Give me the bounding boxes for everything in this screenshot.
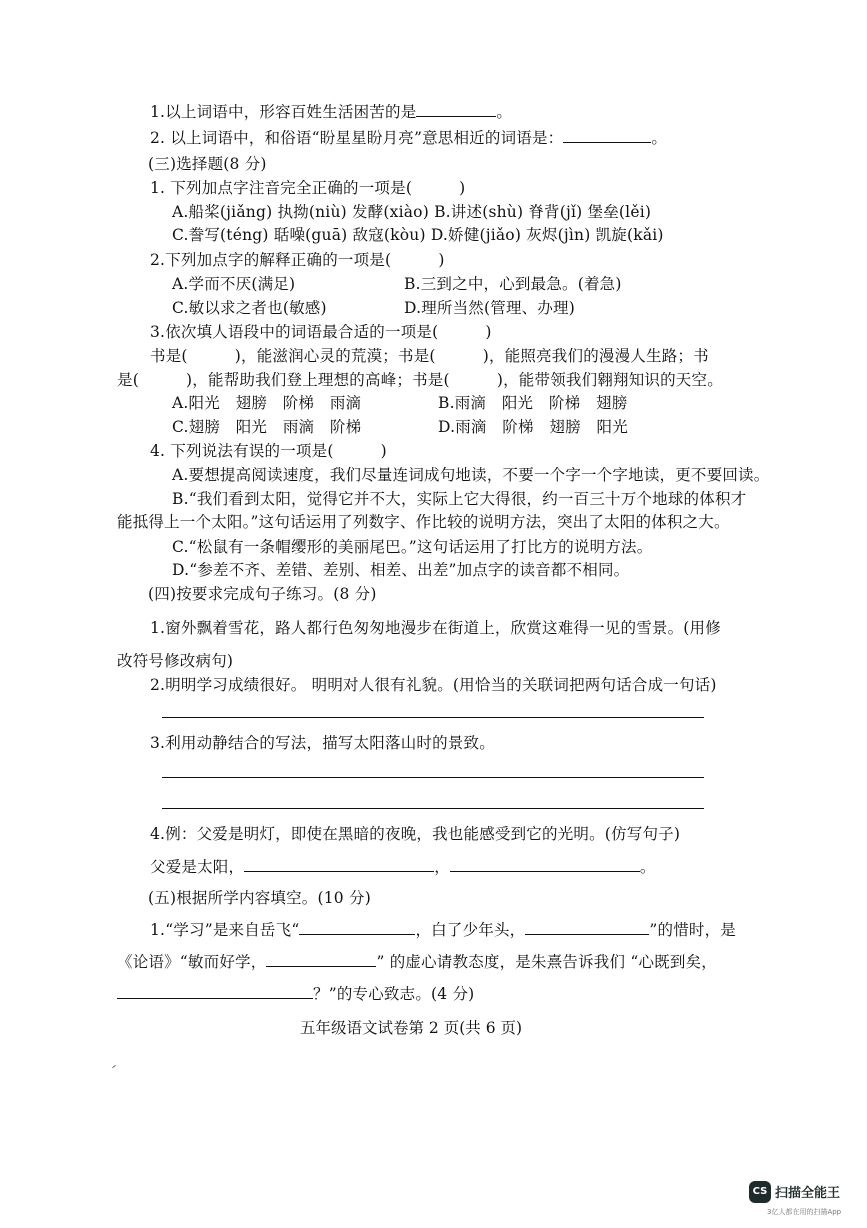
fill-text: ”的惜时，是 [649,921,736,939]
choice-q1-options-cd: C.誊写(téng) 聒噪(guā) 敌寇(kòu) D.娇健(jiǎo) 灰烬(jìn) 凯旋(kǎi) [172,226,664,244]
fill-text: ？”的专心致志。(4 分) [313,985,475,1003]
section-three-heading: (三)选择题(8 分) [148,155,267,173]
answer-blank[interactable] [525,920,649,935]
choice-q4-option-c: C.“松鼠有一条帽缨形的美丽尾巴。”这句话运用了打比方的说明方法。 [172,538,653,556]
camscanner-logo-icon: CS [749,1181,771,1203]
scanner-watermark [749,1181,859,1221]
answer-end: 。 [639,858,656,876]
answer-blank[interactable] [450,857,640,872]
choice-q3-passage-1: 书是( )，能滋润心灵的荒漠；书是( )，能照亮我们的漫漫人生路；书 [150,347,709,365]
fill-text: 《论语》“敏而好学， [117,953,267,971]
choice-q3-option-d: D.雨滴 阶梯 翅膀 阳光 [438,418,628,436]
question-text: 2. 以上词语中，和俗语“盼星星盼月亮”意思相近的词语是： [150,129,564,147]
choice-q2-option-b: B.三到之中，心到最急。(着急) [404,275,622,293]
fill-text: 1.“学习”是来自岳飞“ [150,921,300,939]
answer-blank[interactable] [244,857,434,872]
sentence-q2: 2.明明学习成绩很好。 明明对人很有礼貌。(用恰当的关联词把两句话合成一句话) [150,676,717,694]
choice-q2-option-c: C.敏以求之者也(敏感) [172,299,327,317]
question-vocab-2 [150,128,667,148]
sentence-q4-answer [150,857,656,877]
choice-q4-option-d: D.“参差不齐、差错、差别、相差、出差”加点字的读音都不相同。 [172,561,630,579]
answer-comma: ， [434,858,450,876]
page-footer: 五年级语文试卷第 2 页(共 6 页) [300,1019,523,1037]
choice-q2-option-a: A.学而不厌(满足) [172,275,296,293]
choice-q4-option-b-1: B.“我们看到太阳，觉得它并不大，实际上它大得很，约一百三十万个地球的体积才 [172,490,747,508]
choice-q2: 2.下列加点字的解释正确的一项是( ) [150,251,445,269]
choice-q4: 4. 下列说法有误的一项是( ) [150,442,387,460]
choice-q2-option-d: D.理所当然(管理、办理) [404,299,575,317]
fill-text: ” 的虚心请教态度，是朱熹告诉我们 “心既到矣， [376,953,717,971]
answer-line[interactable] [162,777,704,778]
scan-mark [112,1065,116,1068]
sentence-q1-line-2: 改符号修改病句) [117,652,234,670]
answer-prefix: 父爱是太阳， [150,858,245,876]
answer-blank[interactable] [266,952,376,967]
choice-q1-options-ab: A.船桨(jiǎng) 执拗(niù) 发酵(xiào) B.讲述(shù) 脊背(jǐ) 堡垒(lěi) [172,203,652,221]
section-four-heading: (四)按要求完成句子练习。(8 分) [148,585,377,603]
choice-q1: 1. 下列加点字注音完全正确的一项是( ) [150,179,466,197]
choice-q3-passage-2: 是( )，能帮助我们登上理想的高峰；书是( )，能带领我们翱翔知识的天空。 [117,371,723,389]
answer-blank[interactable] [563,128,651,143]
answer-blank[interactable] [299,920,415,935]
fill-text: ，白了少年头， [415,921,526,939]
answer-line[interactable] [162,717,704,718]
choice-q3: 3.依次填人语段中的词语最合适的一项是( ) [150,323,492,341]
watermark-name: 扫描全能王 [775,1186,841,1201]
sentence-q3: 3.利用动静结合的写法，描写太阳落山时的景致。 [150,734,495,752]
choice-q3-option-b: B.雨滴 阳光 阶梯 翅膀 [438,394,628,412]
question-end: 。 [496,103,513,121]
watermark-tagline: 3亿人都在用的扫描App [767,1208,842,1216]
choice-q4-option-b-2: 能抵得上一个太阳。”这句话运用了列数字、作比较的说明方法，突出了太阳的体积之大。 [117,513,730,531]
fill-q1-line-2 [117,952,717,972]
choice-q3-option-a: A.阳光 翅膀 阶梯 雨滴 [172,394,362,412]
fill-q1-line-3 [117,984,474,1004]
choice-q4-option-a: A.要想提高阅读速度，我们尽量连词成句地读，不要一个字一个字地读，更不要回读。 [172,466,770,484]
choice-q3-option-c: C.翅膀 阳光 雨滴 阶梯 [172,418,362,436]
question-vocab-1 [150,102,512,122]
question-text: 1.以上词语中，形容百姓生活困苦的是 [150,103,417,121]
answer-line[interactable] [162,808,704,809]
sentence-q1-line-1: 1.窗外飘着雪花，路人都行色匆匆地漫步在街道上，欣赏这难得一见的雪景。(用修 [150,619,721,637]
question-end: 。 [651,129,668,147]
answer-blank[interactable] [117,984,313,999]
answer-blank[interactable] [416,102,496,117]
sentence-q4: 4.例：父爱是明灯，即使在黑暗的夜晚，我也能感受到它的光明。(仿写句子) [150,825,681,843]
section-five-heading: (五)根据所学内容填空。(10 分) [148,889,371,907]
fill-q1-line-1 [150,920,736,940]
